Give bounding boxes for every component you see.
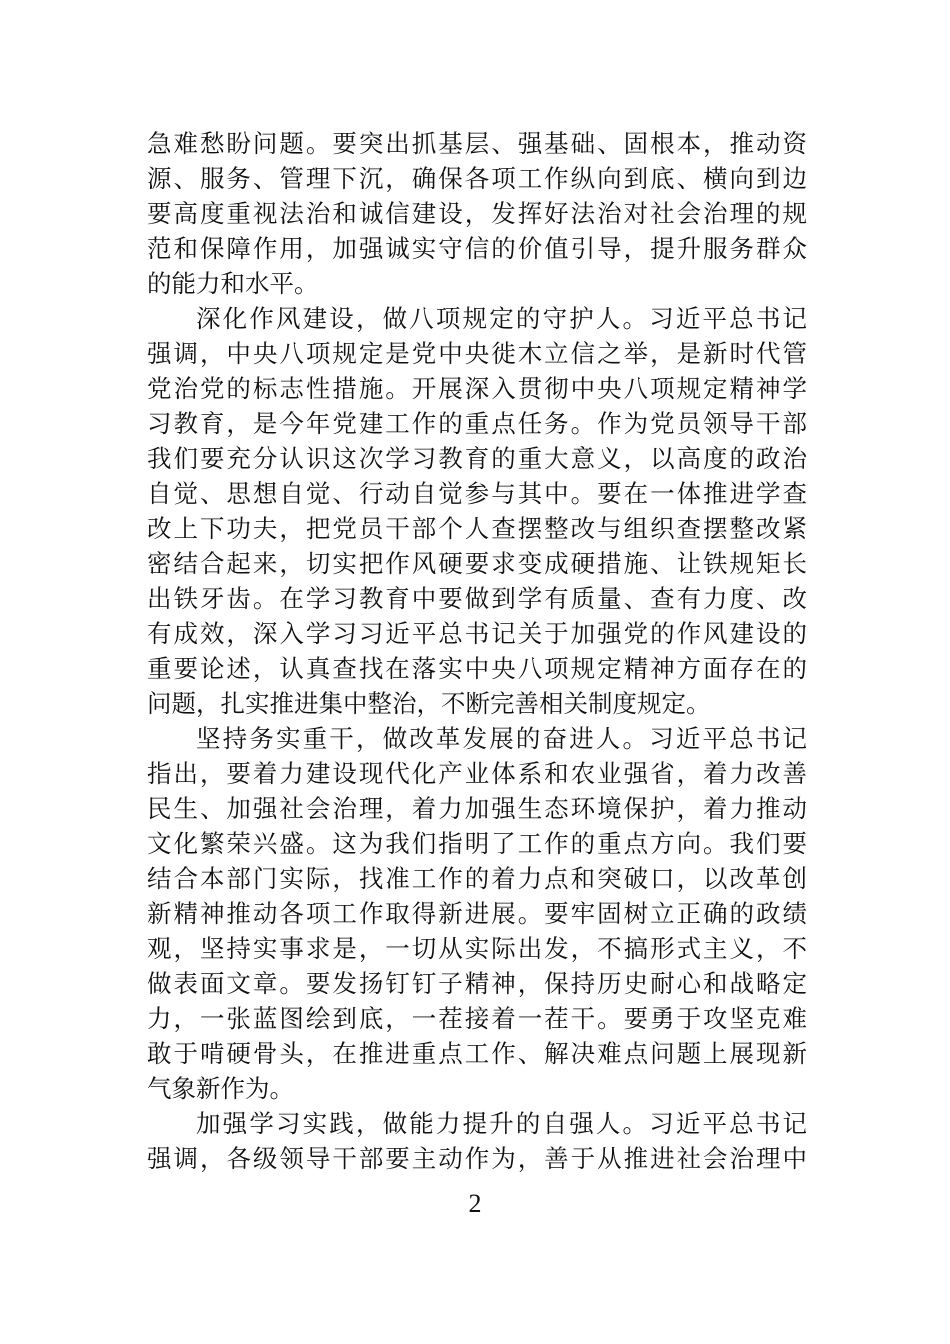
text-line: 的能力和水平。 (147, 269, 319, 298)
text-line: 源、服务、管理下沉，确保各项工作纵向到底、横向到边 (147, 164, 807, 193)
text-line: 改上下功夫，把党员干部个人查摆整改与组织查摆整改紧 (147, 514, 807, 543)
text-line: 民生、加强社会治理，着力加强生态环境保护，着力推动 (147, 794, 807, 823)
text-line: 文化繁荣兴盛。这为我们指明了工作的重点方向。我们要 (147, 829, 807, 858)
text-line: 问题，扎实推进集中整治，不断完善相关制度规定。 (147, 689, 711, 718)
text-line: 有成效，深入学习习近平总书记关于加强党的作风建设的 (147, 619, 807, 648)
text-line: 力，一张蓝图绘到底，一茬接着一茬干。要勇于攻坚克难 (147, 1004, 807, 1033)
text-line: 密结合起来，切实把作风硬要求变成硬措施、让铁规矩长 (147, 549, 807, 578)
text-line: 习教育，是今年党建工作的重点任务。作为党员领导干部 (147, 409, 807, 438)
text-line: 我们要充分认识这次学习教育的重大意义，以高度的政治 (147, 444, 807, 473)
paragraph-heading-line: 加强学习实践，做能力提升的自强人。习近平总书记 (196, 1109, 807, 1138)
text-line: 强调，中央八项规定是党中央徙木立信之举，是新时代管 (147, 339, 807, 368)
text-line: 党治党的标志性措施。开展深入贯彻中央八项规定精神学 (147, 374, 807, 403)
text-line: 重要论述，认真查找在落实中央八项规定精神方面存在的 (147, 654, 807, 683)
text-line: 急难愁盼问题。要突出抓基层、强基础、固根本，推动资 (147, 129, 807, 158)
text-line: 范和保障作用，加强诚实守信的价值引导，提升服务群众 (147, 234, 807, 263)
text-line: 敢于啃硬骨头，在推进重点工作、解决难点问题上展现新 (147, 1039, 807, 1068)
paragraph-heading-line: 坚持务实重干，做改革发展的奋进人。习近平总书记 (196, 724, 807, 753)
text-line: 出铁牙齿。在学习教育中要做到学有质量、查有力度、改 (147, 584, 807, 613)
text-line: 观，坚持实事求是，一切从实际出发，不搞形式主义，不 (147, 934, 807, 963)
text-line: 自觉、思想自觉、行动自觉参与其中。要在一体推进学查 (147, 479, 807, 508)
text-line: 气象新作为。 (147, 1074, 294, 1103)
text-line: 指出，要着力建设现代化产业体系和农业强省，着力改善 (147, 759, 807, 788)
text-line: 要高度重视法治和诚信建设，发挥好法治对社会治理的规 (147, 199, 807, 228)
text-line: 新精神推动各项工作取得新进展。要牢固树立正确的政绩 (147, 899, 807, 928)
text-line: 结合本部门实际，找准工作的着力点和突破口，以改革创 (147, 864, 807, 893)
page-number: 2 (468, 1189, 482, 1218)
paragraph-heading-line: 深化作风建设，做八项规定的守护人。习近平总书记 (196, 304, 807, 333)
text-line: 做表面文章。要发扬钉钉子精神，保持历史耐心和战略定 (147, 969, 807, 998)
text-line: 强调，各级领导干部要主动作为，善于从推进社会治理中 (147, 1144, 807, 1173)
